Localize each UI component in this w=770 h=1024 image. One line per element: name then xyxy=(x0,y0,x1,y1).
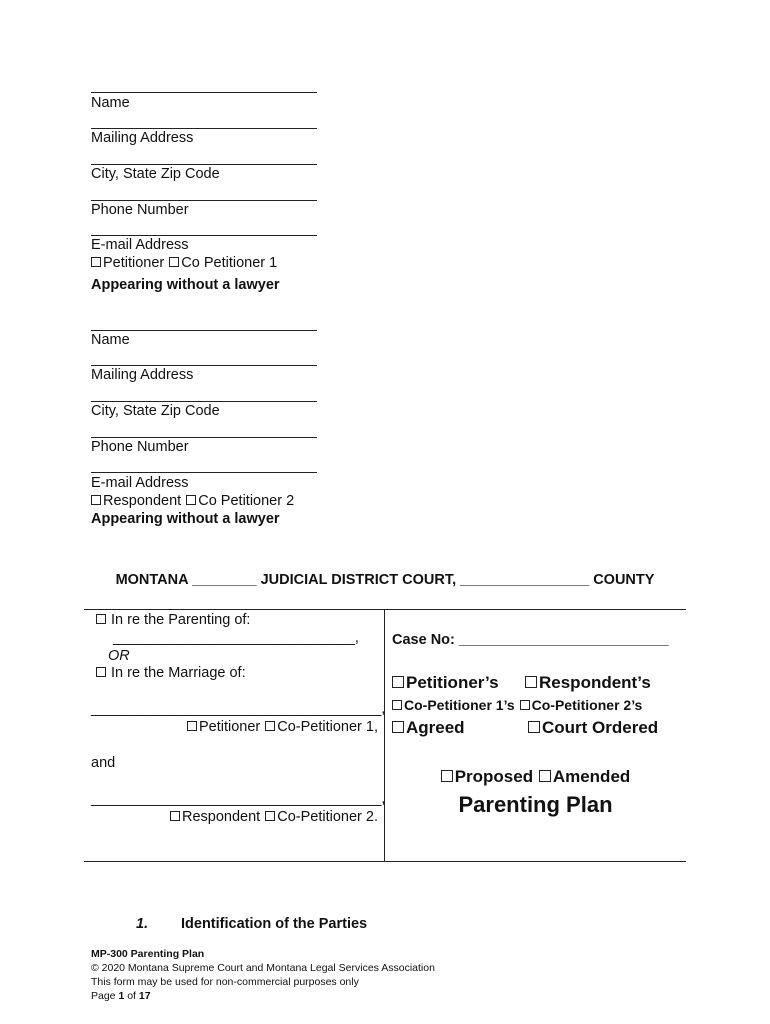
respondents-label: Respondent’s xyxy=(539,673,651,692)
city-line-1[interactable] xyxy=(91,164,317,165)
court-heading: MONTANA ________ JUDICIAL DISTRICT COURT, ________________ COUNTY xyxy=(115,572,655,588)
party1-role-options xyxy=(91,255,277,272)
caption-co-petitioner-2-label: Co-Petitioner 2. xyxy=(277,809,378,825)
co-petitioner-2-option-label: Co Petitioner 2 xyxy=(198,493,295,509)
page-current: 1 xyxy=(118,990,125,1002)
party-a-roles xyxy=(91,719,378,736)
caption-top-rule xyxy=(84,609,686,610)
copyright-notice: © 2020 Montana Supreme Court and Montana Legal Services Association xyxy=(91,962,435,974)
or-text: OR xyxy=(108,648,130,664)
petitioner-option-label: Petitioner xyxy=(103,255,165,271)
page-total: 17 xyxy=(138,990,151,1002)
marriage-of-option xyxy=(96,665,246,682)
party1-email-label: E-mail Address xyxy=(91,237,189,253)
city-line-2[interactable] xyxy=(91,401,317,402)
party1-name-label: Name xyxy=(91,95,130,111)
name-line-1[interactable] xyxy=(91,92,317,93)
respondent-option-label: Respondent xyxy=(103,493,182,509)
usage-notice: This form may be used for non-commercial purposes only xyxy=(91,976,359,988)
court-ordered-label: Court Ordered xyxy=(542,718,659,737)
page-indicator xyxy=(91,990,151,1003)
document-title: Parenting Plan xyxy=(458,792,613,817)
respondents-checkbox[interactable] xyxy=(525,676,537,688)
form-id: MP-300 Parenting Plan xyxy=(91,948,205,960)
party2-name-label: Name xyxy=(91,332,130,348)
and-text: and xyxy=(91,755,116,771)
party2-appearing-note: Appearing without a lawyer xyxy=(91,511,280,527)
page-of: of xyxy=(124,990,139,1002)
caption-respondent-checkbox[interactable] xyxy=(170,811,180,821)
co-petitioner-1-option-label: Co Petitioner 1 xyxy=(181,255,278,271)
proposed-checkbox[interactable] xyxy=(441,770,453,782)
petitioner-checkbox[interactable] xyxy=(91,257,101,267)
phone-line-2[interactable] xyxy=(91,437,317,438)
proposed-label: Proposed xyxy=(454,767,534,786)
co-petitioner-1s-checkbox[interactable] xyxy=(392,700,402,710)
party-b-name-blank[interactable]: ____________________________________, xyxy=(91,791,386,807)
party1-phone-label: Phone Number xyxy=(91,202,189,218)
copetitioner-options xyxy=(392,697,642,714)
party-a-name-blank[interactable]: ____________________________________, xyxy=(91,701,386,717)
status-options xyxy=(385,767,686,787)
parenting-of-label: In re the Parenting of: xyxy=(111,612,251,628)
caption-co-petitioner-2-checkbox[interactable] xyxy=(265,811,275,821)
parenting-of-checkbox[interactable] xyxy=(96,614,106,624)
party2-address-label: Mailing Address xyxy=(91,367,194,383)
party2-city-label: City, State Zip Code xyxy=(91,403,220,419)
agreed-checkbox[interactable] xyxy=(392,721,404,733)
marriage-of-checkbox[interactable] xyxy=(96,667,106,677)
party1-address-label: Mailing Address xyxy=(91,130,194,146)
caption-petitioner-label: Petitioner xyxy=(198,719,261,735)
court-ordered-option xyxy=(528,718,658,738)
amended-checkbox[interactable] xyxy=(539,770,551,782)
address-line-2[interactable] xyxy=(91,365,317,366)
name-line-2[interactable] xyxy=(91,330,317,331)
co-petitioner-2s-checkbox[interactable] xyxy=(520,700,530,710)
co-petitioner-1s-label: Co-Petitioner 1’s xyxy=(404,697,515,713)
caption-respondent-label: Respondent xyxy=(182,809,261,825)
court-ordered-checkbox[interactable] xyxy=(528,721,540,733)
co-petitioner-2-checkbox[interactable] xyxy=(186,495,196,505)
child-name-blank[interactable]: ______________________________, xyxy=(113,630,359,646)
party-b-roles xyxy=(91,809,378,826)
email-line-1[interactable] xyxy=(91,235,317,236)
agreed-option xyxy=(392,718,465,738)
parenting-of-option xyxy=(96,612,250,629)
petitioners-checkbox[interactable] xyxy=(392,676,404,688)
party2-email-label: E-mail Address xyxy=(91,475,189,491)
co-petitioner-2s-label: Co-Petitioner 2’s xyxy=(531,697,643,713)
marriage-of-label: In re the Marriage of: xyxy=(111,665,246,681)
party2-phone-label: Phone Number xyxy=(91,439,189,455)
co-petitioner-1-checkbox[interactable] xyxy=(169,257,179,267)
page-prefix: Page xyxy=(91,990,119,1002)
email-line-2[interactable] xyxy=(91,472,317,473)
case-number-field[interactable]: Case No: __________________________ xyxy=(392,632,669,648)
agreed-label: Agreed xyxy=(406,718,465,737)
amended-label: Amended xyxy=(552,767,631,786)
phone-line-1[interactable] xyxy=(91,200,317,201)
petitioners-label: Petitioner’s xyxy=(406,673,499,692)
petitioners-option xyxy=(392,673,499,693)
respondent-checkbox[interactable] xyxy=(91,495,101,505)
caption-bottom-rule xyxy=(84,861,686,862)
caption-co-petitioner-1-checkbox[interactable] xyxy=(265,721,275,731)
section-number: 1. xyxy=(136,916,149,932)
caption-divider xyxy=(384,609,385,861)
caption-petitioner-checkbox[interactable] xyxy=(187,721,197,731)
party1-city-label: City, State Zip Code xyxy=(91,166,220,182)
address-line-1[interactable] xyxy=(91,128,317,129)
section-title: Identification of the Parties xyxy=(181,916,368,932)
respondents-option xyxy=(525,673,651,693)
party2-role-options xyxy=(91,493,294,510)
party1-appearing-note: Appearing without a lawyer xyxy=(91,277,280,293)
caption-co-petitioner-1-label: Co-Petitioner 1, xyxy=(277,719,378,735)
